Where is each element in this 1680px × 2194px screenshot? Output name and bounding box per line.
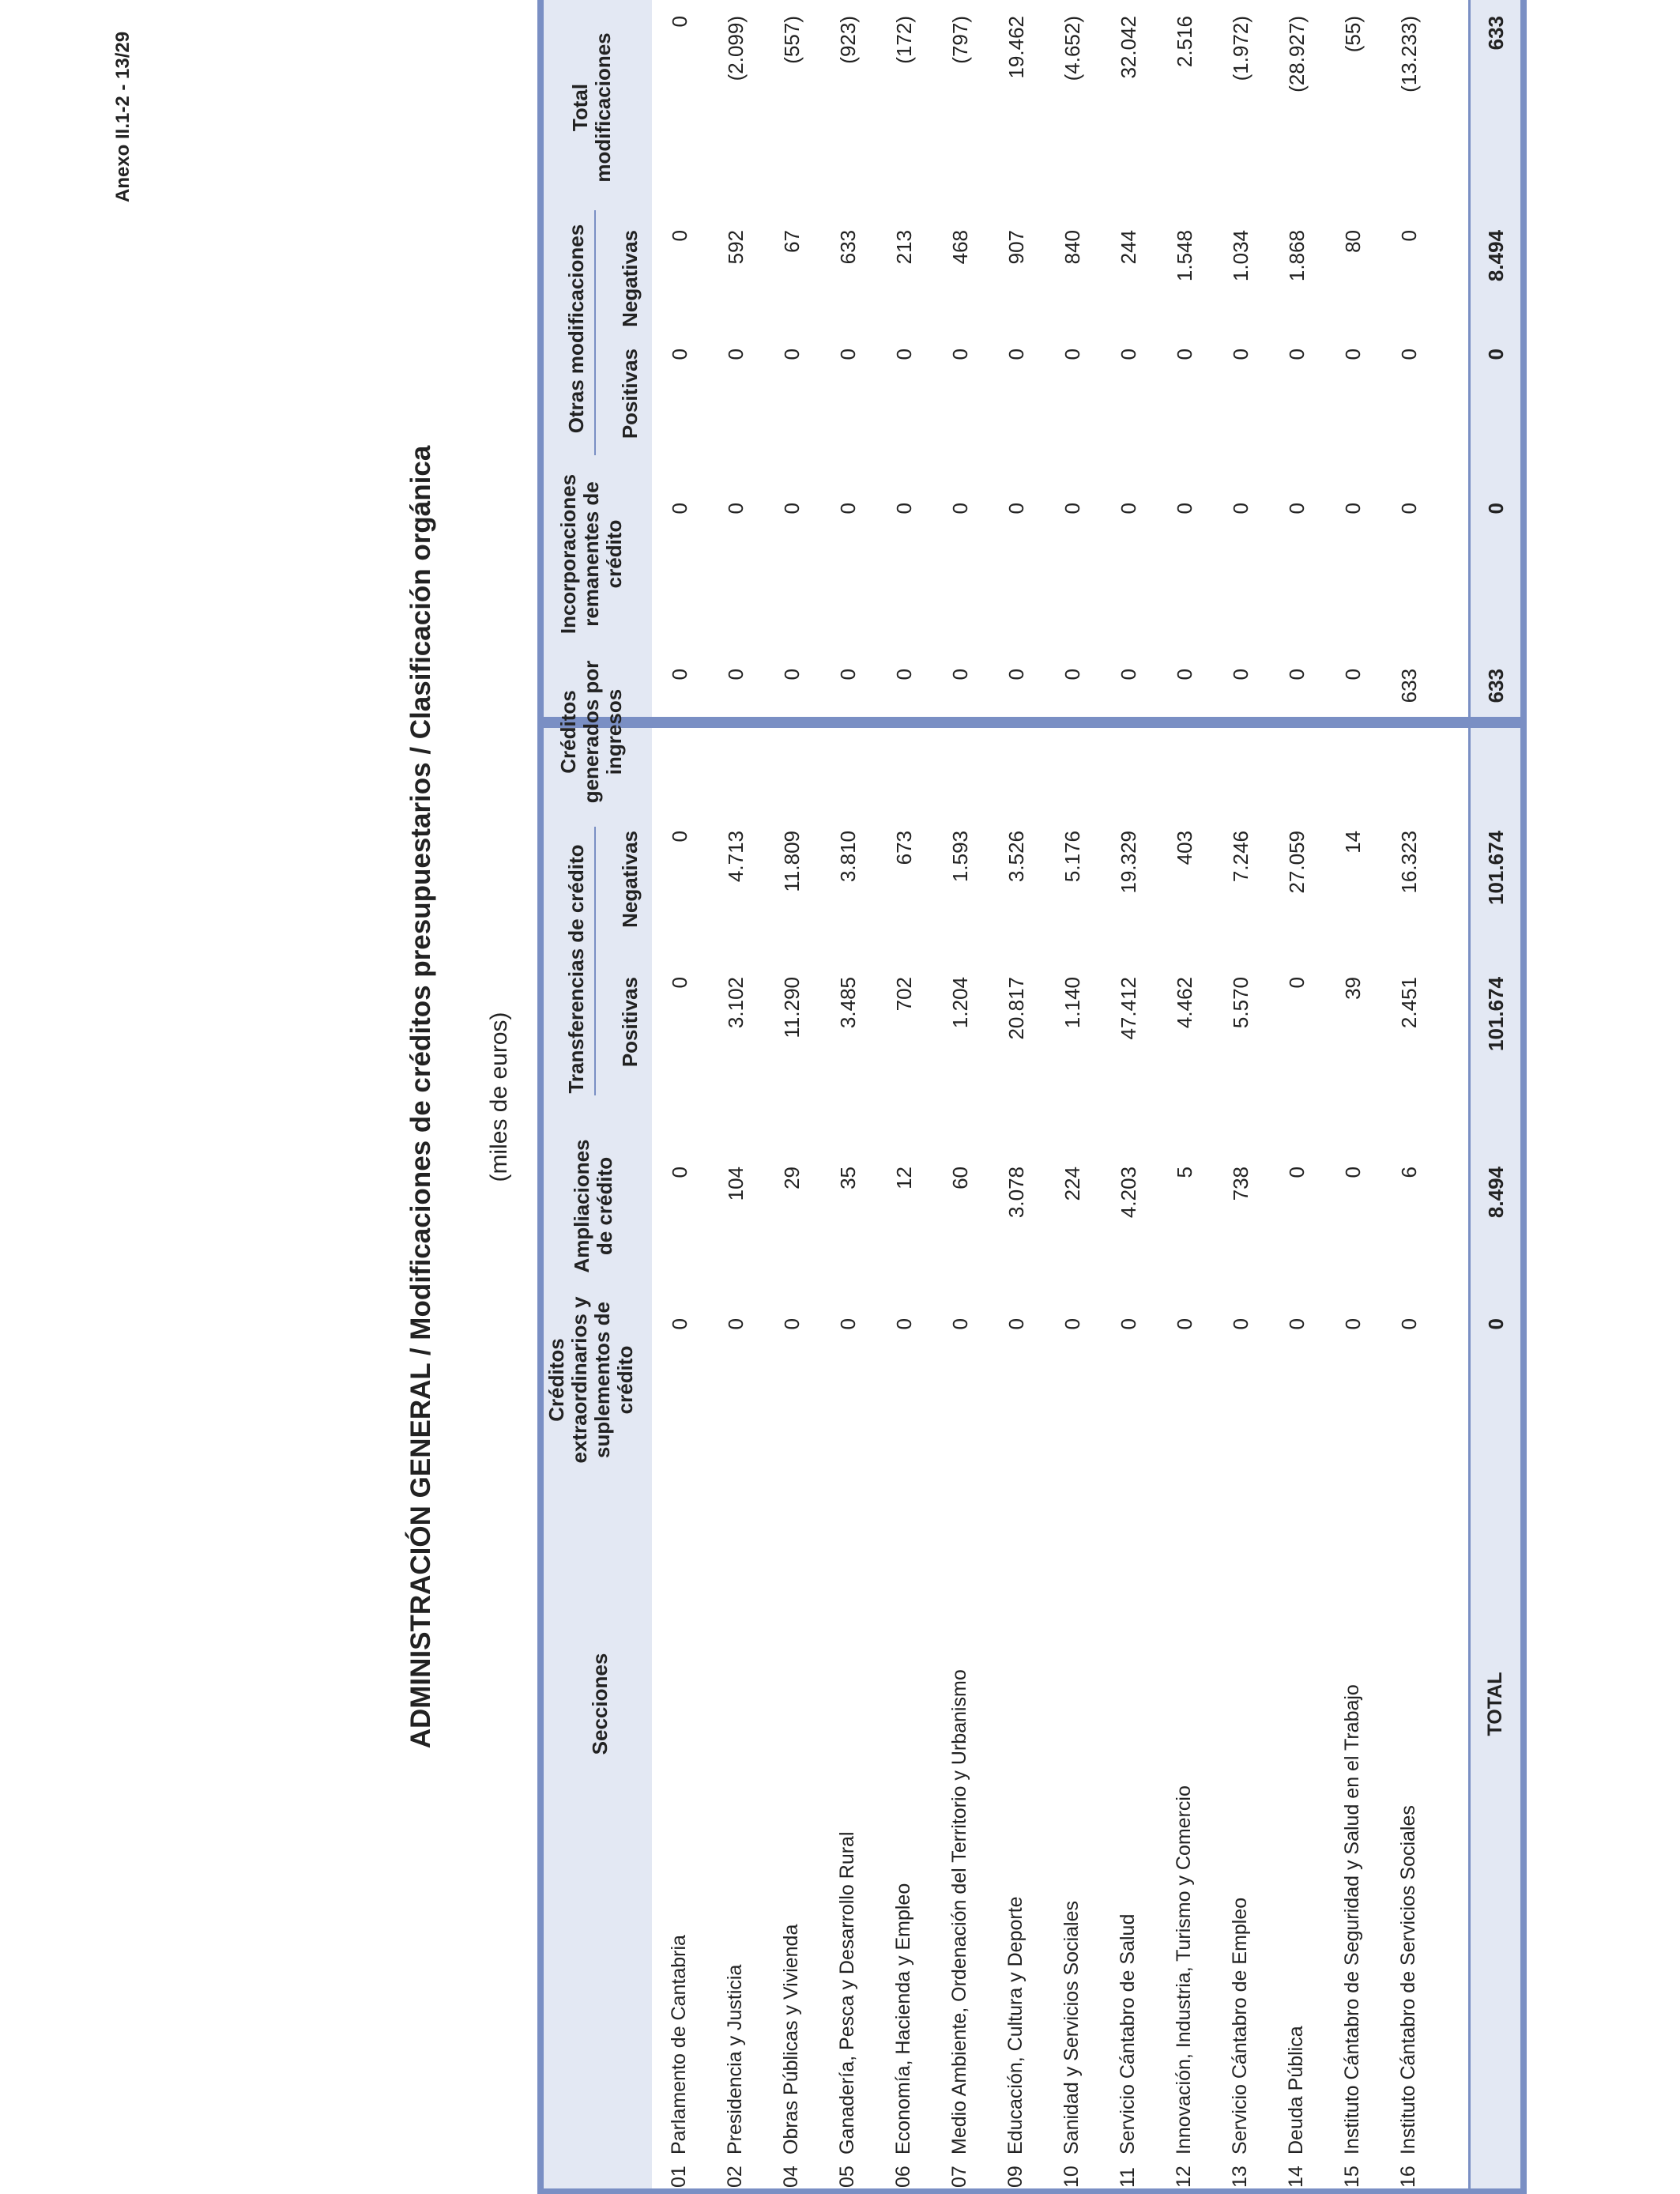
table-cell: 0: [1229, 503, 1252, 515]
table-cell: 60: [948, 1167, 972, 1189]
section-code: 13: [1229, 2166, 1251, 2188]
table-cell: 0: [668, 1167, 691, 1178]
table-cell: 19.329: [1117, 831, 1140, 894]
row-label: [724, 1965, 747, 2188]
header-secciones: Secciones: [588, 1653, 612, 1755]
section-code: 10: [1060, 2166, 1083, 2188]
table-cell: 0: [836, 349, 860, 360]
total-cell: 0: [1484, 349, 1508, 360]
table-cell: (172): [892, 16, 916, 64]
table-cell: 7.246: [1229, 831, 1252, 883]
table-cell: 6: [1397, 1167, 1421, 1178]
table-cell: 633: [1397, 669, 1421, 703]
row-label: [1117, 1914, 1139, 2188]
header-ampliaciones: Ampliaciones de crédito: [570, 1139, 616, 1273]
total-cell: 633: [1484, 16, 1508, 51]
table-cell: 1.868: [1285, 230, 1309, 282]
total-label: TOTAL: [1484, 1672, 1506, 1736]
header-transferencias: Transferencias de crédito: [564, 844, 588, 1094]
table-cell: 39: [1341, 977, 1365, 1000]
table-cell: 907: [1004, 230, 1028, 265]
table-cell: 592: [724, 230, 748, 265]
section-name: Deuda Pública: [1285, 2026, 1307, 2154]
table-cell: 80: [1341, 230, 1365, 253]
table-cell: 32.042: [1117, 16, 1140, 79]
table-cell: 0: [948, 503, 972, 515]
table-cell: 5.570: [1229, 977, 1252, 1029]
table-cell: 4.203: [1117, 1167, 1140, 1219]
page-title: ADMINISTRACIÓN GENERAL / Modificaciones de créditos presupuestarios / Clasificación orgánica: [405, 445, 436, 1749]
table-cell: 0: [1341, 349, 1365, 360]
table-bottom-rule: [1520, 0, 1527, 2194]
page-subtitle: (miles de euros): [486, 1012, 512, 1182]
section-name: Sanidad y Servicios Sociales: [1060, 1901, 1083, 2154]
table-cell: 2.451: [1397, 977, 1421, 1029]
section-code: 16: [1397, 2166, 1419, 2188]
row-label: [1229, 1898, 1252, 2188]
table-cell: 0: [668, 349, 691, 360]
table-cell: 0: [780, 669, 804, 680]
total-cell: 0: [1484, 1318, 1508, 1330]
table-cell: 1.140: [1060, 977, 1084, 1029]
table-cell: 1.034: [1229, 230, 1252, 282]
row-label: [668, 1935, 691, 2188]
table-cell: 0: [668, 669, 691, 680]
section-code: 01: [668, 2166, 690, 2188]
header-otras-negativas: Negativas: [618, 230, 642, 327]
table-cell: 4.462: [1173, 977, 1196, 1029]
table-cell: 11.809: [780, 831, 804, 892]
header-extraordinarios: Créditos extraordinarios y suplementos de crédito: [544, 1296, 637, 1464]
table-cell: 20.817: [1004, 977, 1028, 1040]
table-cell: 0: [724, 1318, 748, 1330]
table-cell: 3.526: [1004, 831, 1028, 883]
table-cell: (797): [948, 16, 972, 64]
header-otras: Otras modificaciones: [564, 224, 588, 434]
table-cell: 0: [1117, 669, 1140, 680]
header-total: Total modificaciones: [568, 32, 615, 183]
section-name: Presidencia y Justicia: [724, 1964, 746, 2154]
row-label: [1173, 1785, 1196, 2188]
table-cell: 29: [780, 1167, 804, 1189]
table-cell: (1.972): [1229, 16, 1252, 81]
section-name: Medio Ambiente, Ordenación del Territorio y Urbanismo: [948, 1669, 970, 2154]
table-cell: 0: [780, 349, 804, 360]
section-code: 02: [724, 2166, 746, 2188]
table-cell: 0: [1173, 669, 1196, 680]
table-cell: 0: [948, 669, 972, 680]
annex-reference: Anexo II.1-2 - 13/29: [112, 31, 134, 202]
table-cell: 104: [724, 1167, 748, 1201]
table-cell: 468: [948, 230, 972, 265]
table-cell: 0: [724, 503, 748, 515]
table-cell: 0: [1341, 503, 1365, 515]
table-cell: 0: [1117, 503, 1140, 515]
table-cell: 224: [1060, 1167, 1084, 1201]
section-code: 09: [1004, 2166, 1026, 2188]
row-label: [892, 1883, 915, 2188]
row-label: [1397, 1805, 1420, 2188]
total-cell: 633: [1484, 669, 1508, 703]
table-cell: 0: [836, 1318, 860, 1330]
table-cell: 0: [1004, 1318, 1028, 1330]
table-cell: (557): [780, 16, 804, 64]
total-cell: 101.674: [1484, 831, 1508, 905]
table-cell: 3.485: [836, 977, 860, 1029]
total-cell: 8.494: [1484, 1167, 1508, 1219]
table-cell: 403: [1173, 831, 1196, 865]
table-cell: 0: [1285, 669, 1309, 680]
row-label: [1004, 1896, 1027, 2188]
table-cell: 0: [668, 230, 691, 242]
table-cell: 19.462: [1004, 16, 1028, 79]
table-cell: 0: [1229, 669, 1252, 680]
table-cell: (13.233): [1397, 16, 1421, 92]
table-cell: 0: [1117, 1318, 1140, 1330]
table-cell: 0: [1341, 669, 1365, 680]
table-cell: 0: [1117, 349, 1140, 360]
table-cell: 633: [836, 230, 860, 265]
table-cell: 0: [1397, 503, 1421, 515]
table-cell: 0: [1004, 349, 1028, 360]
header-otras-positivas: Positivas: [618, 349, 642, 439]
section-name: Innovación, Industria, Turismo y Comercio: [1173, 1785, 1195, 2154]
table-cell: 0: [668, 831, 691, 843]
header-generados: Créditos generados por ingresos: [556, 660, 626, 804]
row-label: [1060, 1901, 1083, 2188]
section-name: Obras Públicas y Vivienda: [780, 1924, 802, 2154]
row-label: [948, 1669, 971, 2188]
table-cell: 0: [668, 977, 691, 989]
table-cell: 0: [892, 669, 916, 680]
section-name: Servicio Cántabro de Empleo: [1229, 1897, 1251, 2154]
table-cell: 3.810: [836, 831, 860, 883]
table-cell: 4.713: [724, 831, 748, 883]
table-cell: 1.204: [948, 977, 972, 1029]
section-code: 06: [892, 2166, 914, 2188]
table-cell: 0: [1060, 503, 1084, 515]
total-cell: 8.494: [1484, 230, 1508, 282]
table-cell: 0: [1173, 503, 1196, 515]
table-cell: 0: [1341, 1167, 1365, 1178]
table-cell: 0: [1285, 1318, 1309, 1330]
table-cell: 0: [668, 1318, 691, 1330]
table-cell: 0: [836, 503, 860, 515]
table-cell: (55): [1341, 16, 1365, 53]
table-cell: 0: [1285, 503, 1309, 515]
table-cell: 5.176: [1060, 831, 1084, 883]
table-cell: 673: [892, 831, 916, 865]
total-cell: 0: [1484, 503, 1508, 515]
table-cell: 2.516: [1173, 16, 1196, 68]
table-cell: 0: [1285, 977, 1309, 989]
table-cell: (4.652): [1060, 16, 1084, 81]
table-cell: (923): [836, 16, 860, 64]
table-cell: 0: [1060, 669, 1084, 680]
section-name: Economía, Hacienda y Empleo: [892, 1883, 914, 2154]
header-incorporaciones: Incorporaciones remanentes de crédito: [556, 473, 626, 635]
table-cell: 0: [1397, 230, 1421, 242]
table-cell: 0: [1229, 349, 1252, 360]
total-top-rule: [1468, 0, 1471, 2194]
section-code: 15: [1341, 2166, 1363, 2188]
transferencias-rule: [594, 827, 596, 1095]
section-code: 07: [948, 2166, 970, 2188]
header-transferencias-negativas: Negativas: [618, 831, 642, 928]
table-cell: 0: [1397, 1318, 1421, 1330]
section-name: Ganadería, Pesca y Desarrollo Rural: [836, 1831, 858, 2154]
table-cell: (2.099): [724, 16, 748, 81]
table-cell: 0: [892, 1318, 916, 1330]
section-name: Instituto Cántabro de Servicios Sociales: [1397, 1805, 1419, 2154]
section-name: Parlamento de Cantabria: [668, 1935, 690, 2154]
table-cell: 11.290: [780, 977, 804, 1039]
row-label: [780, 1924, 803, 2188]
table-cell: 0: [1397, 349, 1421, 360]
section-code: 04: [780, 2166, 802, 2188]
table-cell: 27.059: [1285, 831, 1309, 894]
header-transferencias-positivas: Positivas: [618, 977, 642, 1068]
section-code: 05: [836, 2166, 858, 2188]
section-name: Servicio Cántabro de Salud: [1117, 1913, 1139, 2154]
table-cell: 0: [724, 669, 748, 680]
table-cell: 0: [668, 16, 691, 28]
table-cell: 0: [1060, 1318, 1084, 1330]
otras-rule: [594, 210, 596, 455]
table-cell: 702: [892, 977, 916, 1012]
table-cell: 67: [780, 230, 804, 253]
table-cell: (28.927): [1285, 16, 1309, 92]
table-cell: 0: [724, 349, 748, 360]
row-label: [836, 1831, 859, 2188]
table-cell: 0: [1285, 1167, 1309, 1178]
table-top-rule: [537, 0, 544, 2194]
table-cell: 840: [1060, 230, 1084, 265]
table-cell: 0: [1004, 503, 1028, 515]
table-cell: 0: [1285, 349, 1309, 360]
table-cell: 47.412: [1117, 977, 1140, 1040]
table-cell: 35: [836, 1167, 860, 1189]
row-label: [1285, 2026, 1308, 2188]
total-cell: 101.674: [1484, 977, 1508, 1051]
table-cell: 5: [1173, 1167, 1196, 1178]
table-cell: 0: [836, 669, 860, 680]
table-cell: 1.548: [1173, 230, 1196, 282]
table-cell: 0: [1173, 1318, 1196, 1330]
table-cell: 0: [1173, 349, 1196, 360]
table-left-rule: [537, 2188, 1525, 2194]
table-cell: 0: [780, 1318, 804, 1330]
section-code: 14: [1285, 2166, 1307, 2188]
table-cell: 0: [892, 503, 916, 515]
section-code: 11: [1117, 2167, 1139, 2188]
table-cell: 3.102: [724, 977, 748, 1029]
table-cell: 0: [892, 349, 916, 360]
table-cell: 3.078: [1004, 1167, 1028, 1219]
section-name: Instituto Cántabro de Seguridad y Salud en el Trabajo: [1341, 1684, 1363, 2154]
table-cell: 213: [892, 230, 916, 265]
section-code: 12: [1173, 2166, 1195, 2188]
section-name: Educación, Cultura y Deporte: [1004, 1896, 1026, 2154]
table-cell: 244: [1117, 230, 1140, 265]
row-label: [1341, 1684, 1364, 2188]
table-cell: 0: [1060, 349, 1084, 360]
table-cell: 0: [1341, 1318, 1365, 1330]
table-cell: 14: [1341, 831, 1365, 854]
table-cell: 16.323: [1397, 831, 1421, 894]
table-cell: 0: [1004, 669, 1028, 680]
table-cell: 0: [948, 349, 972, 360]
table-cell: 0: [1229, 1318, 1252, 1330]
table-cell: 12: [892, 1167, 916, 1189]
table-cell: 738: [1229, 1167, 1252, 1201]
table-cell: 1.593: [948, 831, 972, 883]
table-cell: 0: [780, 503, 804, 515]
table-cell: 0: [948, 1318, 972, 1330]
table-cell: 0: [668, 503, 691, 515]
